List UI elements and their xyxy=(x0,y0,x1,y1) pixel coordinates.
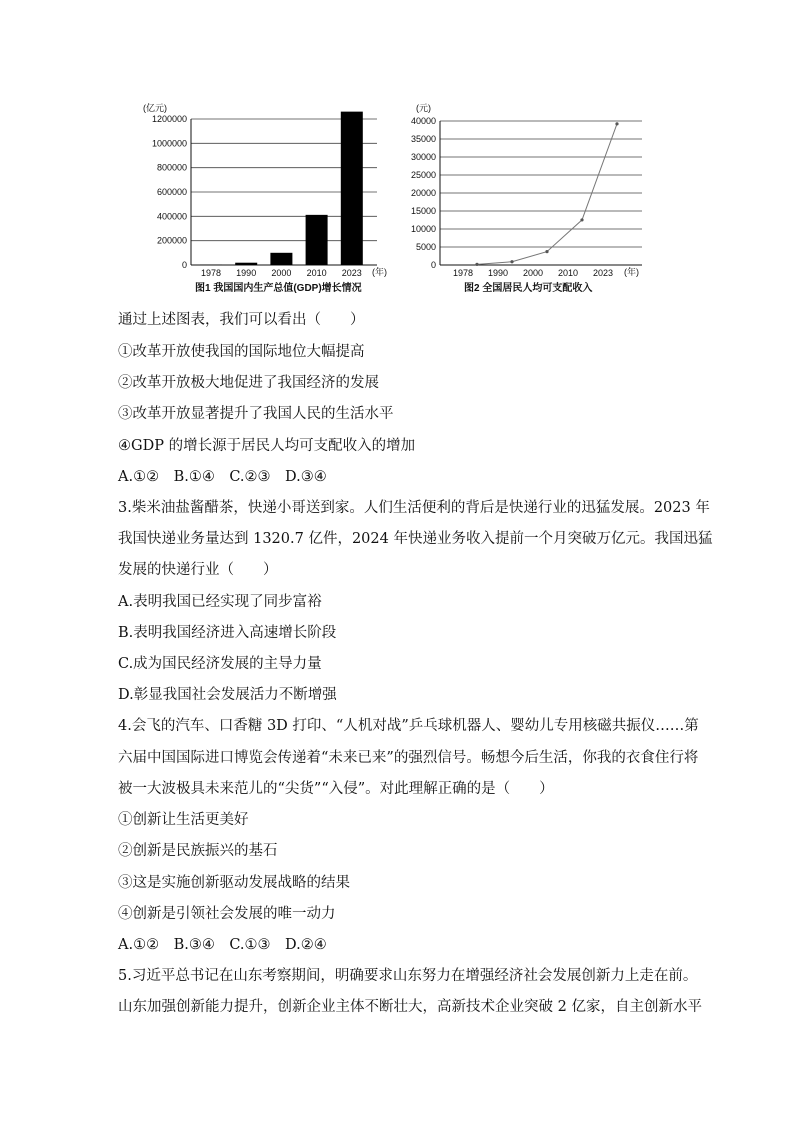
y-tick-label: 200000 xyxy=(156,235,187,246)
q3-option-b: B.表明我国经济进入高速增长阶段 xyxy=(118,625,337,641)
x-tick-label: 2023 xyxy=(592,268,614,278)
data-point-2000 xyxy=(545,250,548,253)
chart2-unit-label: (元) xyxy=(416,103,431,113)
x-tick-label: 2010 xyxy=(306,268,327,278)
x-tick-label: 1990 xyxy=(236,268,257,278)
x-tick-label: 2010 xyxy=(557,268,579,278)
data-point-1990 xyxy=(510,260,513,263)
chart1-title: 图1 我国国内生产总值(GDP)增长情况 xyxy=(195,283,362,294)
bar-1990 xyxy=(235,263,257,265)
q4-stem-line-1: 4.会飞的汽车、口香糖 3D 打印、“人机对战”乒乓球机器人、婴幼儿专用核磁共振仪……第 xyxy=(118,718,699,734)
q4-stem-line-3: 被一大波极具未来范儿的“尖货”“入侵”。对此理解正确的是（ ） xyxy=(118,781,554,797)
q4-item-1: ①创新让生活更美好 xyxy=(118,812,249,828)
q2-options: A.①② B.①④ C.②③ D.③④ xyxy=(118,469,327,485)
q4-stem-line-2: 六届中国国际进口博览会传递着“未来已来”的强烈信号。畅想今后生活，你我的衣食住行将 xyxy=(118,750,699,766)
q2-item-2: ②改革开放极大地促进了我国经济的发展 xyxy=(118,375,379,391)
q4-item-2: ②创新是民族振兴的基石 xyxy=(118,843,278,859)
x-tick-label: 2000 xyxy=(271,268,292,278)
bar-2023 xyxy=(341,112,363,265)
q3-stem-line-3: 发展的快递行业（ ） xyxy=(118,562,278,578)
x-tick-label: 1978 xyxy=(200,268,222,278)
x-tick-label: 2000 xyxy=(522,268,544,278)
y-tick-label: 1000000 xyxy=(151,138,187,149)
chart1-x-unit: (年) xyxy=(372,267,387,277)
x-tick-label: 2023 xyxy=(341,268,362,278)
y-tick-label: 20000 xyxy=(410,188,436,198)
q5-stem-line-2: 山东加强创新能力提升，创新企业主体不断壮大，高新技术企业突破 2 亿家，自主创新水平 xyxy=(118,999,702,1015)
y-tick-label: 10000 xyxy=(410,224,436,234)
q4-options: A.①② B.③④ C.①③ D.②④ xyxy=(118,937,327,953)
y-tick-label: 25000 xyxy=(410,170,436,180)
q4-item-4: ④创新是引领社会发展的唯一动力 xyxy=(118,906,336,922)
y-tick-label: 600000 xyxy=(156,187,187,197)
x-tick-label: 1978 xyxy=(452,268,474,278)
y-tick-label: 1200000 xyxy=(151,114,187,124)
q2-item-3: ③改革开放显著提升了我国人民的生活水平 xyxy=(118,406,394,422)
y-tick-label: 15000 xyxy=(410,206,436,216)
y-tick-label: 30000 xyxy=(410,152,436,162)
q2-item-4: ④GDP 的增长源于居民人均可支配收入的增加 xyxy=(118,438,416,454)
chart2-x-unit: (年) xyxy=(624,267,639,277)
income-line-chart xyxy=(398,98,668,298)
data-point-2010 xyxy=(580,218,583,221)
data-point-2023 xyxy=(615,122,618,125)
q2-item-1: ①改革开放使我国的国际地位大幅提高 xyxy=(118,344,365,360)
y-tick-label: 0 xyxy=(430,260,436,270)
q3-option-a: A.表明我国已经实现了同步富裕 xyxy=(118,594,322,610)
bar-2000 xyxy=(270,253,292,265)
x-tick-label: 1990 xyxy=(487,268,509,278)
data-point-1978 xyxy=(475,263,478,266)
q3-stem-line-2: 我国快递业务量达到 1320.7 亿件，2024 年快递业务收入提前一个月突破万亿元。我国迅猛 xyxy=(118,531,713,547)
chart2-title: 图2 全国居民人均可支配收入 xyxy=(464,283,593,294)
q2-stem: 通过上述图表，我们可以看出（ ） xyxy=(118,312,365,328)
y-tick-label: 40000 xyxy=(410,116,436,126)
q5-stem-line-1: 5.习近平总书记在山东考察期间，明确要求山东努力在增强经济社会发展创新力上走在前。 xyxy=(118,968,698,984)
series-line xyxy=(477,124,617,265)
y-tick-label: 400000 xyxy=(156,211,187,222)
q3-option-c: C.成为国民经济发展的主导力量 xyxy=(118,656,322,672)
gdp-bar-chart xyxy=(125,98,395,298)
y-tick-label: 35000 xyxy=(410,134,436,144)
y-tick-label: 0 xyxy=(181,260,187,270)
y-tick-label: 800000 xyxy=(156,162,187,173)
q3-stem-line-1: 3.柴米油盐酱醋茶，快递小哥送到家。人们生活便利的背后是快递行业的迅猛发展。2023 年 xyxy=(118,500,710,516)
chart1-unit-label: (亿元) xyxy=(143,103,167,113)
y-tick-label: 5000 xyxy=(415,242,436,252)
bar-2010 xyxy=(306,215,328,265)
q4-item-3: ③这是实施创新驱动发展战略的结果 xyxy=(118,875,350,891)
q3-option-d: D.彰显我国社会发展活力不断增强 xyxy=(118,687,337,703)
